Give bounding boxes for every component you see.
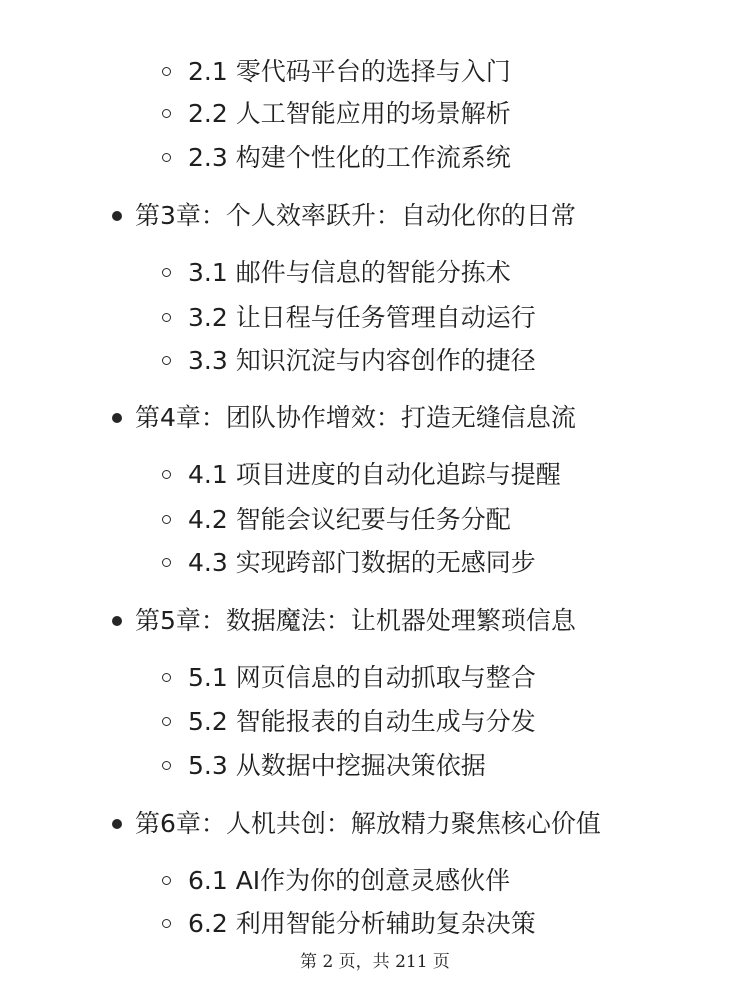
toc-chapter-label: 第3章：个人效率跃升：自动化你的日常 [135,201,576,230]
toc-section-label: 4.2 智能会议纪要与任务分配 [188,505,511,534]
toc-section-label: 3.1 邮件与信息的智能分拣术 [188,258,511,287]
toc-section-label: 3.2 让日程与任务管理自动运行 [188,303,536,332]
hollow-circle-bullet-icon [162,268,171,277]
toc-section-label: 6.1 AI作为你的创意灵感伙伴 [188,866,511,895]
toc-section-label: 2.1 零代码平台的选择与入门 [188,57,511,86]
hollow-circle-bullet-icon [162,67,171,76]
hollow-circle-bullet-icon [162,356,171,365]
hollow-circle-bullet-icon [162,515,171,524]
hollow-circle-bullet-icon [162,919,171,928]
filled-circle-bullet-icon [112,616,122,626]
page-indicator: 第 2 页，共 211 页 [300,952,450,972]
toc-section-label: 3.3 知识沉淀与内容创作的捷径 [188,346,536,375]
hollow-circle-bullet-icon [162,673,171,682]
toc-section-label: 2.3 构建个性化的工作流系统 [188,143,511,172]
toc-section-label: 4.1 项目进度的自动化追踪与提醒 [188,460,561,489]
hollow-circle-bullet-icon [162,876,171,885]
filled-circle-bullet-icon [112,413,122,423]
filled-circle-bullet-icon [112,211,122,221]
hollow-circle-bullet-icon [162,109,171,118]
hollow-circle-bullet-icon [162,313,171,322]
hollow-circle-bullet-icon [162,470,171,479]
toc-chapter-label: 第6章：人机共创：解放精力聚焦核心价值 [135,809,601,838]
hollow-circle-bullet-icon [162,717,171,726]
filled-circle-bullet-icon [112,819,122,829]
toc-section-label: 6.2 利用智能分析辅助复杂决策 [188,909,536,938]
toc-section-label: 2.2 人工智能应用的场景解析 [188,99,511,128]
toc-section-label: 5.3 从数据中挖掘决策依据 [188,751,486,780]
toc-section-label: 5.1 网页信息的自动抓取与整合 [188,663,536,692]
toc-section-label: 5.2 智能报表的自动生成与分发 [188,707,536,736]
hollow-circle-bullet-icon [162,558,171,567]
hollow-circle-bullet-icon [162,153,171,162]
toc-chapter-label: 第5章：数据魔法：让机器处理繁琐信息 [135,606,576,635]
toc-section-label: 4.3 实现跨部门数据的无感同步 [188,548,536,577]
toc-chapter-label: 第4章：团队协作增效：打造无缝信息流 [135,403,576,432]
hollow-circle-bullet-icon [162,761,171,770]
